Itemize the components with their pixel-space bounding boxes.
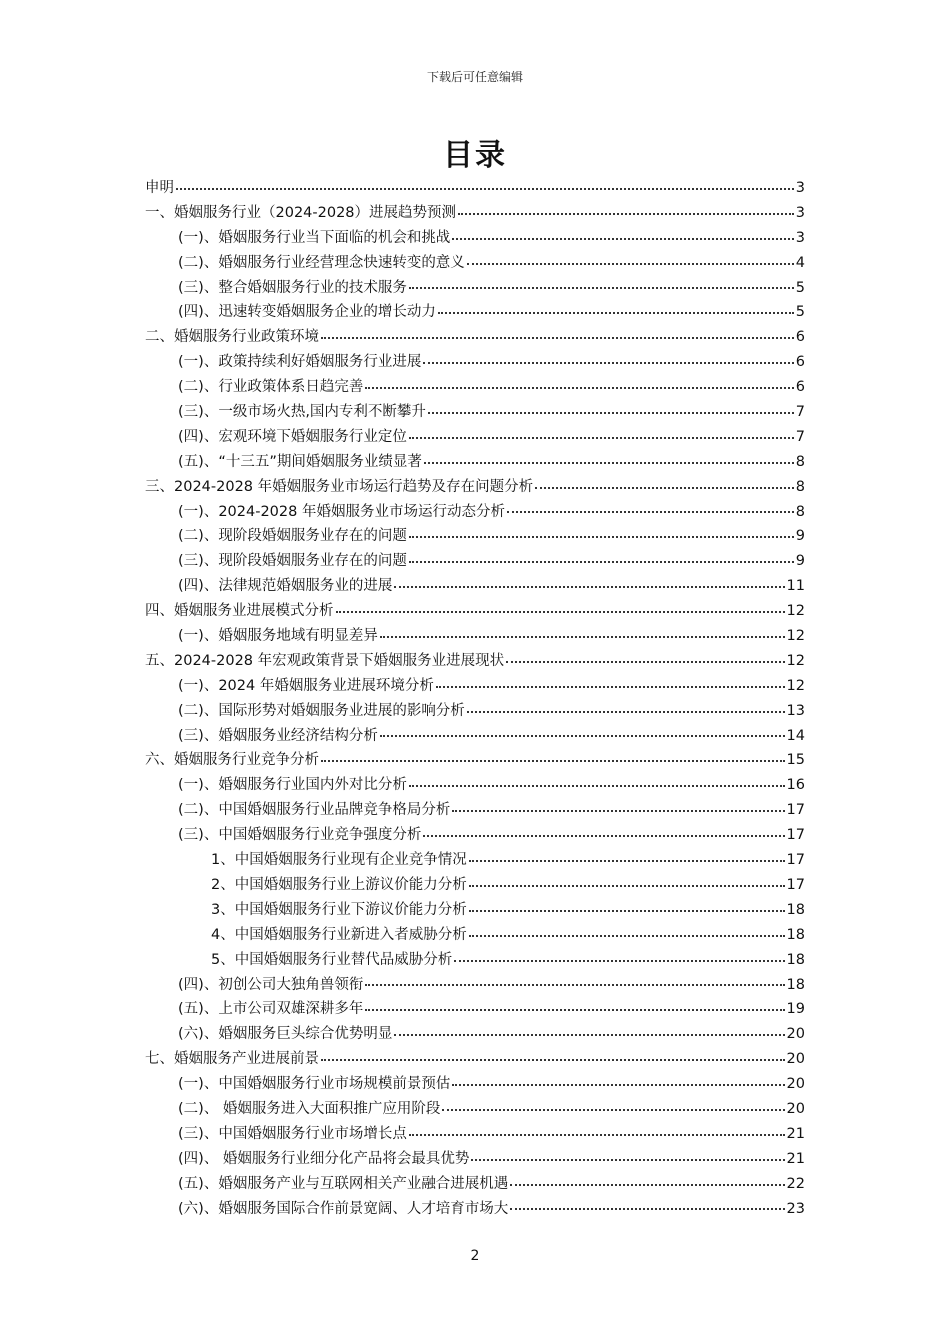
toc-entry-page: 12: [786, 652, 805, 669]
toc-entry-page: 11: [786, 578, 805, 595]
toc-entry-label: (五)、“十三五”期间婚姻服务业绩显著: [178, 453, 422, 470]
toc-entry-label: (二)、 婚姻服务进入大面积推广应用阶段: [178, 1100, 441, 1117]
toc-entry-label: (二)、婚姻服务行业经营理念快速转变的意义: [178, 254, 465, 271]
toc-entry-page: 18: [786, 926, 805, 943]
toc-entry[interactable]: [145, 375, 805, 400]
toc-entry-label: 4、中国婚姻服务行业新进入者威胁分析: [211, 926, 467, 943]
toc-entry[interactable]: [145, 923, 805, 948]
toc-entry[interactable]: [145, 475, 805, 500]
toc-entry-label: 二、婚姻服务行业政策环境: [145, 329, 319, 346]
toc-leader-dots: [452, 1083, 784, 1086]
toc-entry-page: 6: [795, 379, 805, 396]
toc-entry[interactable]: [145, 226, 805, 251]
toc-entry-page: 20: [786, 1076, 805, 1093]
toc-entry-page: 13: [786, 702, 805, 719]
toc-leader-dots: [510, 1183, 784, 1186]
toc-entry-label: 五、2024-2028 年宏观政策背景下婚姻服务业进展现状: [145, 652, 505, 669]
toc-leader-dots: [176, 187, 794, 190]
toc-entry[interactable]: [145, 1122, 805, 1147]
toc-entry-page: 15: [786, 752, 805, 769]
toc-entry-page: 22: [786, 1175, 805, 1192]
toc-entry-page: 23: [786, 1200, 805, 1217]
toc-entry-label: 2、中国婚姻服务行业上游议价能力分析: [211, 876, 467, 893]
toc-title: 目录: [443, 138, 507, 173]
toc-entry-page: 18: [786, 951, 805, 968]
toc-leader-dots: [506, 660, 784, 663]
toc-entry-label: 申明: [145, 180, 174, 196]
toc-entry-page: 17: [786, 827, 805, 844]
toc-entry[interactable]: [145, 1097, 805, 1122]
page-number: 2: [470, 1248, 480, 1264]
toc-entry-label: (一)、2024-2028 年婚姻服务业市场运行动态分析: [178, 503, 505, 520]
toc-leader-dots: [365, 983, 784, 986]
toc-leader-dots: [336, 610, 785, 613]
toc-entry[interactable]: [145, 276, 805, 301]
toc-entry-page: 14: [786, 727, 805, 744]
toc-leader-dots: [409, 286, 794, 289]
toc-leader-dots: [442, 1108, 784, 1111]
toc-entry[interactable]: [145, 798, 805, 823]
toc-entry-page: 20: [786, 1026, 805, 1043]
toc-entry[interactable]: [145, 201, 805, 226]
toc-entry-label: (一)、婚姻服务地域有明显差异: [178, 628, 378, 645]
toc-entry-label: (一)、中国婚姻服务行业市场规模前景预估: [178, 1076, 451, 1093]
toc-entry-label: (五)、上市公司双雄深耕多年: [178, 1001, 364, 1018]
toc-entry-label: (一)、政策持续利好婚姻服务行业进展: [178, 354, 422, 371]
toc-leader-dots: [535, 486, 794, 489]
toc-entry-label: (四)、宏观环境下婚姻服务行业定位: [178, 428, 407, 445]
toc-entry-label: (四)、 婚姻服务行业细分化产品将会最具优势: [178, 1150, 470, 1167]
toc-entry[interactable]: [145, 1022, 805, 1047]
toc-entry-label: (一)、婚姻服务行业国内外对比分析: [178, 777, 407, 794]
toc-entry[interactable]: [145, 823, 805, 848]
toc-entry[interactable]: [145, 325, 805, 350]
toc-entry[interactable]: [145, 251, 805, 276]
toc-entry-label: 5、中国婚姻服务行业替代品威胁分析: [211, 951, 453, 968]
toc-entry-label: 七、婚姻服务产业进展前景: [145, 1051, 319, 1068]
toc-entry-label: 3、中国婚姻服务行业下游议价能力分析: [211, 901, 467, 918]
toc-entry[interactable]: [145, 599, 805, 624]
toc-entry[interactable]: [145, 624, 805, 649]
toc-entry-label: (四)、初创公司大独角兽领衔: [178, 976, 364, 993]
page-header-note: 下载后可任意编辑: [426, 70, 523, 84]
toc-leader-dots: [380, 635, 785, 638]
toc-entry[interactable]: [145, 425, 805, 450]
toc-entry[interactable]: [145, 1072, 805, 1097]
toc-entry-label: (二)、中国婚姻服务行业品牌竞争格局分析: [178, 802, 451, 819]
toc-leader-dots: [409, 436, 794, 439]
toc-entry-label: (三)、中国婚姻服务行业竞争强度分析: [178, 827, 422, 844]
toc-leader-dots: [438, 311, 794, 314]
toc-entry-page: 3: [795, 180, 805, 196]
toc-entry-page: 12: [786, 628, 805, 645]
toc-entry-label: (三)、整合婚姻服务行业的技术服务: [178, 279, 407, 296]
toc-leader-dots: [452, 809, 784, 812]
toc-leader-dots: [458, 212, 794, 215]
toc-leader-dots: [436, 685, 785, 688]
toc-entry[interactable]: [145, 748, 805, 773]
toc-entry-page: 9: [795, 553, 805, 570]
toc-entry-label: (五)、婚姻服务产业与互联网相关产业融合进展机遇: [178, 1175, 509, 1192]
toc-leader-dots: [321, 336, 794, 339]
toc-entry-label: (一)、2024 年婚姻服务业进展环境分析: [178, 677, 434, 694]
toc-entry[interactable]: [145, 1172, 805, 1197]
toc-entry-page: 12: [786, 677, 805, 694]
toc-entry[interactable]: [145, 997, 805, 1022]
toc-entry-page: 8: [795, 503, 805, 520]
toc-entry[interactable]: [145, 1147, 805, 1172]
toc-entry-page: 19: [786, 1001, 805, 1018]
toc-leader-dots: [409, 535, 794, 538]
toc-entry-page: 3: [795, 229, 805, 246]
toc-entry[interactable]: [145, 898, 805, 923]
toc-entry[interactable]: [145, 674, 805, 699]
toc-entry-page: 8: [795, 453, 805, 470]
toc-entry[interactable]: [145, 300, 805, 325]
toc-entry-label: (六)、婚姻服务巨头综合优势明显: [178, 1026, 393, 1043]
toc-entry-page: 17: [786, 876, 805, 893]
toc-leader-dots: [409, 784, 785, 787]
toc-entry-page: 20: [786, 1100, 805, 1117]
toc-leader-dots: [380, 734, 785, 737]
toc-entry-page: 12: [786, 603, 805, 620]
toc-entry-page: 18: [786, 901, 805, 918]
toc-entry-label: (三)、一级市场火热,国内专利不断攀升: [178, 404, 426, 421]
toc-entry[interactable]: [145, 1047, 805, 1072]
toc-entry-label: 六、婚姻服务行业竞争分析: [145, 752, 319, 769]
toc-entry-label: (一)、婚姻服务行业当下面临的机会和挑战: [178, 229, 451, 246]
toc-leader-dots: [321, 1058, 785, 1061]
toc-entry-label: (二)、现阶段婚姻服务业存在的问题: [178, 528, 407, 545]
toc-entry-page: 20: [786, 1051, 805, 1068]
toc-entry-page: 8: [795, 478, 805, 495]
toc-entry-page: 5: [795, 304, 805, 321]
toc-entry-page: 6: [795, 329, 805, 346]
toc-leader-dots: [321, 759, 785, 762]
toc-leader-dots: [471, 1158, 784, 1161]
toc-entry-label: 一、婚姻服务行业（2024-2028）进展趋势预测: [145, 204, 457, 221]
toc-leader-dots: [469, 884, 785, 887]
toc-leader-dots: [428, 411, 794, 414]
toc-leader-dots: [467, 262, 794, 265]
toc-leader-dots: [423, 361, 793, 364]
toc-leader-dots: [423, 834, 784, 837]
toc-entry[interactable]: [145, 699, 805, 724]
toc-entry[interactable]: [145, 724, 805, 749]
toc-entry[interactable]: [145, 400, 805, 425]
toc-leader-dots: [409, 560, 794, 563]
toc-entry[interactable]: [145, 450, 805, 475]
toc-leader-dots: [469, 934, 785, 937]
toc-leader-dots: [452, 237, 793, 240]
toc-entry[interactable]: [145, 1197, 805, 1222]
toc-entry-page: 7: [795, 428, 805, 445]
toc-entry-page: 17: [786, 852, 805, 869]
toc-leader-dots: [365, 386, 793, 389]
toc-entry[interactable]: [145, 549, 805, 574]
toc-entry[interactable]: [145, 176, 805, 201]
toc-entry-label: 1、中国婚姻服务行业现有企业竞争情况: [211, 852, 467, 869]
toc-entry-page: 6: [795, 354, 805, 371]
toc-entry-page: 16: [786, 777, 805, 794]
toc-entry[interactable]: [145, 973, 805, 998]
toc-leader-dots: [394, 1033, 784, 1036]
toc-entry-label: (三)、婚姻服务业经济结构分析: [178, 727, 378, 744]
toc-entry-label: 三、2024-2028 年婚姻服务业市场运行趋势及存在问题分析: [145, 478, 534, 495]
toc-entry-page: 21: [786, 1150, 805, 1167]
toc-entry[interactable]: [145, 574, 805, 599]
toc-leader-dots: [394, 585, 784, 588]
toc-entry[interactable]: [145, 773, 805, 798]
toc-entry[interactable]: [145, 948, 805, 973]
toc-entry-label: (三)、现阶段婚姻服务业存在的问题: [178, 553, 407, 570]
toc-entry[interactable]: [145, 848, 805, 873]
toc-entry-label: (三)、中国婚姻服务行业市场增长点: [178, 1125, 407, 1142]
toc-entry-page: 3: [795, 204, 805, 221]
toc-entry-label: (四)、法律规范婚姻服务业的进展: [178, 578, 393, 595]
toc-leader-dots: [469, 909, 785, 912]
toc-leader-dots: [467, 710, 785, 713]
toc-entry-page: 21: [786, 1125, 805, 1142]
toc-entry-page: 5: [795, 279, 805, 296]
toc-entry[interactable]: [145, 500, 805, 525]
toc-leader-dots: [365, 1008, 784, 1011]
toc-entry[interactable]: [145, 873, 805, 898]
toc-leader-dots: [507, 510, 794, 513]
toc-entry-page: 7: [795, 404, 805, 421]
toc-leader-dots: [510, 1207, 784, 1210]
table-of-contents: [145, 176, 805, 1221]
toc-entry-page: 9: [795, 528, 805, 545]
toc-entry-label: (四)、迅速转变婚姻服务企业的增长动力: [178, 304, 436, 321]
toc-leader-dots: [469, 859, 785, 862]
toc-entry[interactable]: [145, 524, 805, 549]
toc-entry-label: 四、婚姻服务业进展模式分析: [145, 603, 334, 620]
toc-entry-page: 4: [795, 254, 805, 271]
toc-leader-dots: [454, 959, 784, 962]
toc-entry[interactable]: [145, 649, 805, 674]
toc-leader-dots: [409, 1133, 785, 1136]
toc-entry-label: (六)、婚姻服务国际合作前景宽阔、人才培育市场大: [178, 1200, 509, 1217]
toc-entry-label: (二)、行业政策体系日趋完善: [178, 379, 364, 396]
toc-entry[interactable]: [145, 350, 805, 375]
toc-entry-label: (二)、国际形势对婚姻服务业进展的影响分析: [178, 702, 465, 719]
toc-leader-dots: [424, 461, 794, 464]
toc-entry-page: 18: [786, 976, 805, 993]
toc-entry-page: 17: [786, 802, 805, 819]
